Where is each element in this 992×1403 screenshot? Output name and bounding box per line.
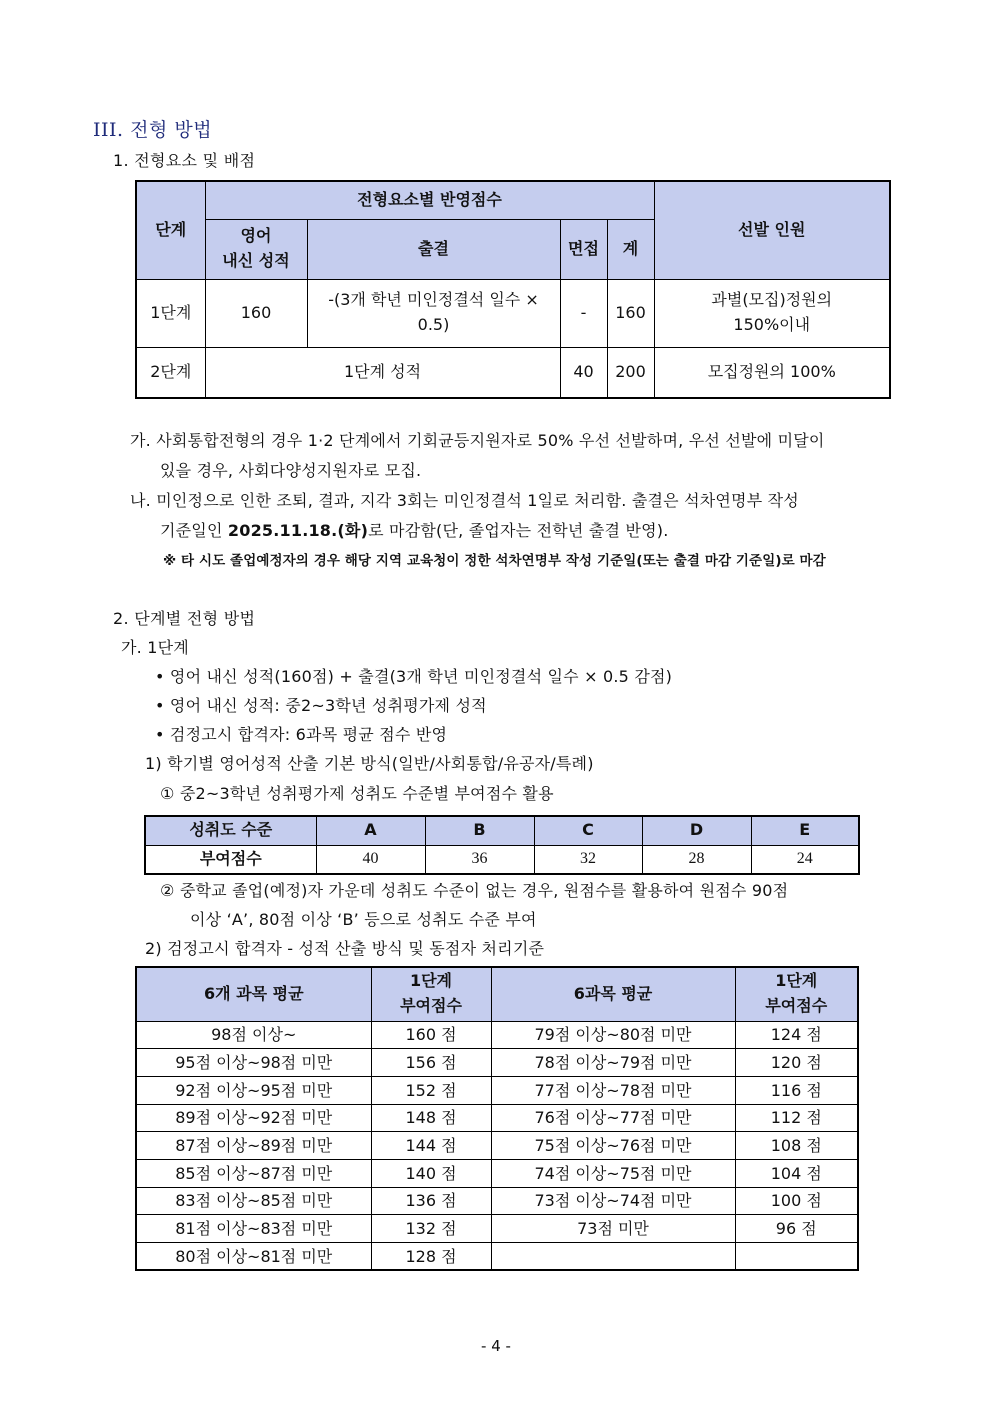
table-row <box>136 1076 858 1104</box>
row2-total: 200 <box>607 347 654 398</box>
avg-right-cell: 76점 이상~77점 미만 <box>491 1104 735 1132</box>
score-d: 28 <box>642 845 751 874</box>
table-row <box>136 1159 858 1187</box>
header-score-group: 전형요소별 반영점수 <box>205 181 654 219</box>
score-left-cell: 160 점 <box>371 1021 491 1049</box>
bullet-item: • 영어 내신 성적: 중2~3학년 성취평가제 성적 <box>155 696 487 715</box>
subsection-title-1: 1. 전형요소 및 배점 <box>113 151 256 170</box>
score-left-cell: 156 점 <box>371 1049 491 1077</box>
score-left-cell: 148 점 <box>371 1104 491 1132</box>
star-note: ※ 타 시도 졸업예정자의 경우 해당 지역 교육청이 정한 석차연명부 작성 기준일(또는 출결 마감 기준일)로 마감 <box>163 553 826 569</box>
score-left-cell: 140 점 <box>371 1159 491 1187</box>
header-interview: 면접 <box>560 219 607 279</box>
avg-left-cell: 87점 이상~89점 미만 <box>136 1132 371 1160</box>
header-score: 부여점수 <box>145 845 316 874</box>
avg-right-cell <box>491 1243 735 1271</box>
header-avg-right: 6과목 평균 <box>491 967 735 1021</box>
avg-left-cell: 89점 이상~92점 미만 <box>136 1104 371 1132</box>
score-right-cell: 100 점 <box>735 1187 858 1215</box>
section-title: III. 전형 방법 <box>93 119 213 141</box>
deadline-date: 2025.11.18.(화) <box>227 521 369 540</box>
score-left-cell: 136 점 <box>371 1187 491 1215</box>
avg-right-cell: 73점 미만 <box>491 1215 735 1243</box>
row1-attendance: -(3개 학년 미인정결석 일수 × 0.5) <box>307 279 560 347</box>
avg-left-cell: 98점 이상~ <box>136 1021 371 1049</box>
row2-stage: 2단계 <box>136 347 205 398</box>
table-row <box>136 1243 858 1271</box>
score-left-cell: 128 점 <box>371 1243 491 1271</box>
score-right-cell: 108 점 <box>735 1132 858 1160</box>
row1-selection: 과별(모집)정원의 150%이내 <box>654 279 890 347</box>
avg-right-cell: 75점 이상~76점 미만 <box>491 1132 735 1160</box>
avg-left-cell: 83점 이상~85점 미만 <box>136 1187 371 1215</box>
level-c: C <box>534 816 642 845</box>
header-total: 계 <box>607 219 654 279</box>
header-score-left: 1단계 부여점수 <box>371 967 491 1021</box>
score-b: 36 <box>425 845 534 874</box>
item2-title: 2) 검정고시 합격자 - 성적 산출 방식 및 동점자 처리기준 <box>145 939 545 958</box>
table-row <box>136 1187 858 1215</box>
table-row <box>136 1215 858 1243</box>
note-na-line1: 나. 미인정으로 인한 조퇴, 결과, 지각 3회는 미인정결석 1일로 처리함. 출결은 석차연명부 작성 <box>130 491 799 510</box>
table-row <box>136 1021 858 1049</box>
header-score-right: 1단계 부여점수 <box>735 967 858 1021</box>
table-row <box>136 1049 858 1077</box>
item1-sub1: ① 중2~3학년 성취평가제 성취도 수준별 부여점수 활용 <box>160 784 554 803</box>
avg-right-cell: 73점 이상~74점 미만 <box>491 1187 735 1215</box>
score-right-cell <box>735 1243 858 1271</box>
avg-left-cell: 81점 이상~83점 미만 <box>136 1215 371 1243</box>
item1-sub2-line1: ② 중학교 졸업(예정)자 가운데 성취도 수준이 없는 경우, 원점수를 활용하여 원점수 90점 <box>160 881 789 900</box>
avg-left-cell: 95점 이상~98점 미만 <box>136 1049 371 1077</box>
row2-merged: 1단계 성적 <box>205 347 560 398</box>
bullet-item: • 영어 내신 성적(160점) + 출결(3개 학년 미인정결석 일수 × 0.5 감점) <box>155 667 673 686</box>
ged-score-table <box>135 966 859 1271</box>
header-stage: 단계 <box>136 181 205 279</box>
row1-stage: 1단계 <box>136 279 205 347</box>
avg-right-cell: 74점 이상~75점 미만 <box>491 1159 735 1187</box>
header-level: 성취도 수준 <box>145 816 316 845</box>
score-right-cell: 112 점 <box>735 1104 858 1132</box>
row2-interview: 40 <box>560 347 607 398</box>
level-a: A <box>316 816 425 845</box>
score-right-cell: 116 점 <box>735 1076 858 1104</box>
avg-right-cell: 79점 이상~80점 미만 <box>491 1021 735 1049</box>
score-left-cell: 144 점 <box>371 1132 491 1160</box>
item1-title: 1) 학기별 영어성적 산출 기본 방식(일반/사회통합/유공자/특례) <box>145 754 594 773</box>
level-e: E <box>751 816 859 845</box>
row1-english: 160 <box>205 279 307 347</box>
score-a: 40 <box>316 845 425 874</box>
row1-interview: - <box>560 279 607 347</box>
bullet-item: • 검정고시 합격자: 6과목 평균 점수 반영 <box>155 725 448 744</box>
avg-right-cell: 77점 이상~78점 미만 <box>491 1076 735 1104</box>
level-b: B <box>425 816 534 845</box>
table-row <box>136 1132 858 1160</box>
score-right-cell: 96 점 <box>735 1215 858 1243</box>
header-attendance: 출결 <box>307 219 560 279</box>
score-right-cell: 124 점 <box>735 1021 858 1049</box>
row2-selection: 모집정원의 100% <box>654 347 890 398</box>
note-na-line2: 기준일인 2025.11.18.(화)로 마감함(단, 졸업자는 전학년 출결 반영). <box>160 521 669 540</box>
item1-sub2-line2: 이상 ‘A’, 80점 이상 ‘B’ 등으로 성취도 수준 부여 <box>190 910 537 929</box>
score-left-cell: 152 점 <box>371 1076 491 1104</box>
note-ga-line1: 가. 사회통합전형의 경우 1·2 단계에서 기회균등지원자로 50% 우선 선발하며, 우선 선발에 미달이 <box>130 431 825 450</box>
selection-score-table <box>135 180 891 399</box>
subsection-title-2: 2. 단계별 전형 방법 <box>113 609 256 628</box>
stage1-title: 가. 1단계 <box>121 638 189 657</box>
row1-total: 160 <box>607 279 654 347</box>
page-number: - 4 - <box>481 1337 511 1355</box>
avg-right-cell: 78점 이상~79점 미만 <box>491 1049 735 1077</box>
note-ga-line2: 있을 경우, 사회다양성지원자로 모집. <box>160 461 422 480</box>
score-left-cell: 132 점 <box>371 1215 491 1243</box>
score-e: 24 <box>751 845 859 874</box>
header-selection: 선발 인원 <box>654 181 890 279</box>
table-row <box>136 1104 858 1132</box>
avg-left-cell: 80점 이상~81점 미만 <box>136 1243 371 1271</box>
score-right-cell: 104 점 <box>735 1159 858 1187</box>
score-c: 32 <box>534 845 642 874</box>
achievement-level-table <box>144 815 860 875</box>
avg-left-cell: 85점 이상~87점 미만 <box>136 1159 371 1187</box>
header-english: 영어 내신 성적 <box>205 219 307 279</box>
avg-left-cell: 92점 이상~95점 미만 <box>136 1076 371 1104</box>
score-right-cell: 120 점 <box>735 1049 858 1077</box>
level-d: D <box>642 816 751 845</box>
header-avg-left: 6개 과목 평균 <box>136 967 371 1021</box>
